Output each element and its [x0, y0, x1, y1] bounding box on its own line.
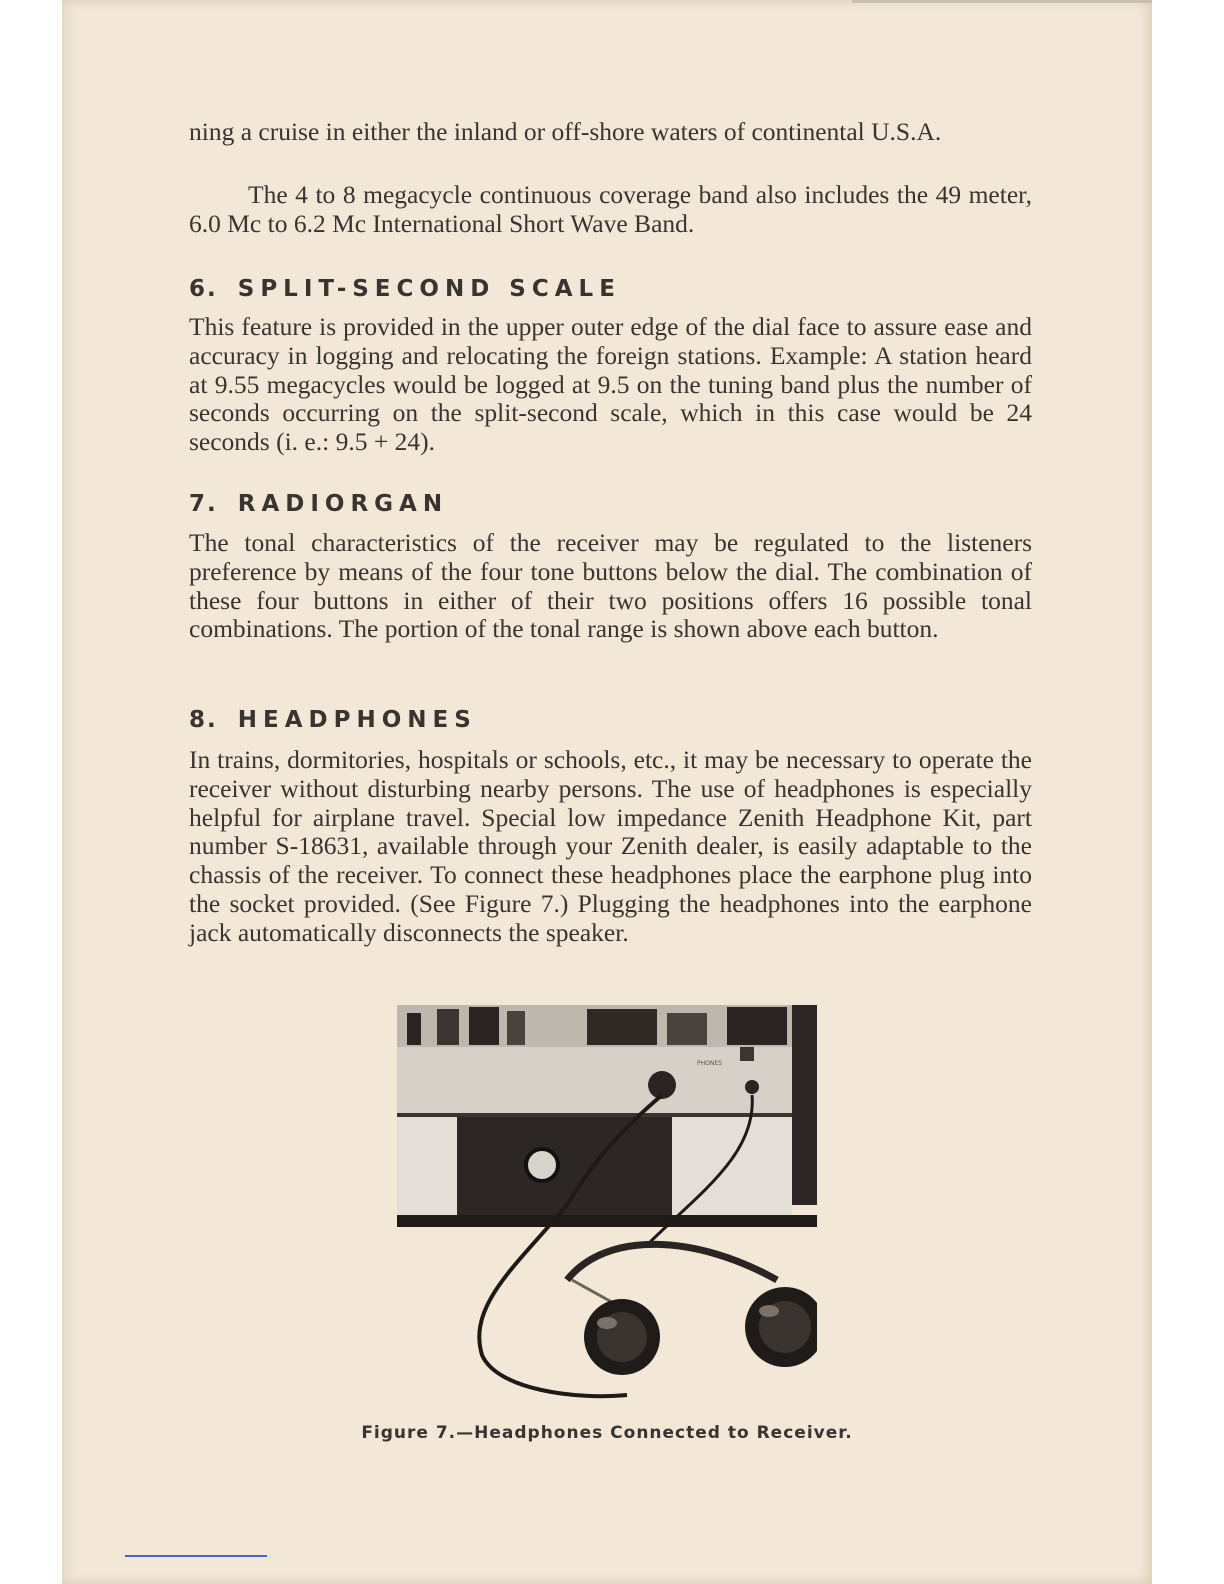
- earphone-jack: [745, 1080, 759, 1094]
- chassis-base: [397, 1215, 817, 1227]
- section-7-text: The tonal characteristics of the receiver may be regulated to the listeners preference by means of the four tone buttons below the dial. The combination of these four buttons in either of their two positions offers 16 possible tonal combinations. The portion of the tonal range is shown above each button.: [189, 528, 1032, 644]
- section-8-number: 8.: [189, 707, 218, 733]
- paragraph-band-coverage: The 4 to 8 megacycle continuous coverage band also includes the 49 meter, 6.0 Mc to 6.2 Mc International Short Wave Band.: [189, 180, 1032, 238]
- headband: [567, 1244, 777, 1280]
- section-6-number: 6.: [189, 276, 218, 302]
- document-page: [62, 0, 1152, 1584]
- section-8-title: HEADPHONES: [237, 707, 477, 733]
- section-8-text: In trains, dormitories, hospitals or schools, etc., it may be necessary to operate the receiver without disturbing nearby persons. The use of headphones is especially helpful for airplane travel. Special low impedance Zenith Headphone Kit, part number S-18631, available through your Zenith dealer, is easily adaptable to the chassis of the receiver. To connect these headphones place the earphone plug into the socket provided. (See Figure 7.) Plugging the headphones into the earphone jack automatically disconnects the speaker.: [189, 745, 1032, 947]
- section-6-text: This feature is provided in the upper outer edge of the dial face to assure ease and accuracy in logging and relocating the foreign stations. Example: A station heard at 9.55 megacycles would be logged at 9.5 on the tuning band plus the number of seconds occurring on the split-second scale, which in this case would be 24 seconds (i. e.: 9.5 + 24).: [189, 312, 1032, 457]
- headphones-receiver-illustration: [397, 1005, 817, 1407]
- figure-7-photo: [397, 1005, 817, 1407]
- phones-panel-label: PHONES: [697, 1060, 722, 1067]
- section-6-title: SPLIT-SECOND SCALE: [237, 276, 621, 302]
- figure-caption: Figure 7.—Headphones Connected to Receiver.: [361, 1423, 853, 1443]
- section-7-title: RADIORGAN: [237, 491, 449, 517]
- cabinet-right-side: [792, 1005, 817, 1205]
- dial-panel: [457, 1117, 672, 1217]
- control-knob: [648, 1071, 676, 1099]
- section-7-heading: [189, 491, 448, 517]
- section-6-heading: [189, 276, 621, 302]
- paragraph-continuation: ning a cruise in either the inland or off-shore waters of continental U.S.A.: [189, 117, 942, 146]
- phones-panel: [397, 1047, 792, 1113]
- section-7-number: 7.: [189, 491, 218, 517]
- footer-link-underline: [125, 1555, 267, 1557]
- top-edge-line: [852, 0, 1152, 3]
- dial-knob: [526, 1149, 558, 1181]
- section-8-heading: [189, 707, 477, 733]
